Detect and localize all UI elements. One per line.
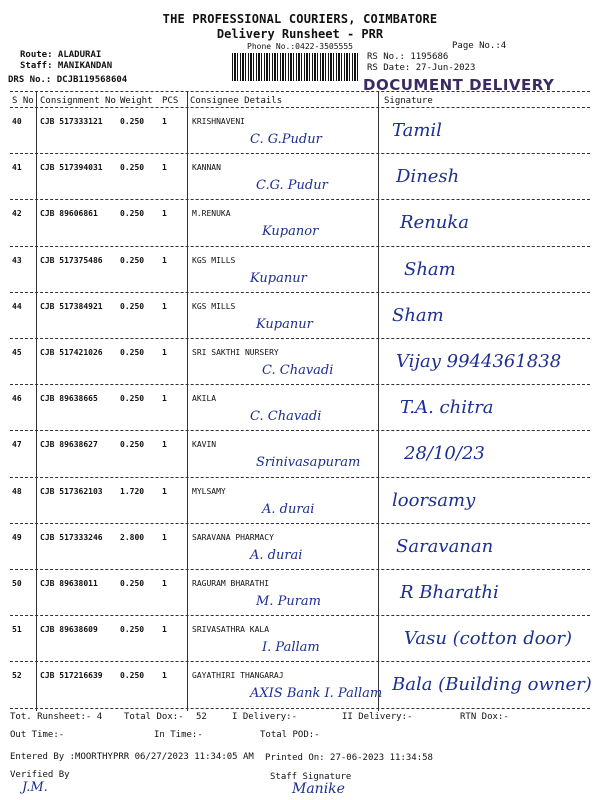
row-signature: Saravanan bbox=[396, 535, 494, 557]
row-pcs: 1 bbox=[162, 209, 167, 219]
row-consignee-name: MYLSAMY bbox=[192, 486, 226, 496]
row-weight: 0.250 bbox=[120, 117, 145, 126]
row-receiver-location: Kupanur bbox=[250, 270, 307, 286]
row-receiver-location: C. Chavadi bbox=[250, 409, 322, 425]
row-divider bbox=[10, 430, 590, 431]
col-pcs: PCS bbox=[162, 96, 179, 106]
printed-on: Printed On: 27-06-2023 11:34:58 bbox=[265, 753, 433, 763]
row-consignment-no: CJB 89638011 bbox=[40, 579, 98, 588]
row-divider bbox=[10, 661, 590, 662]
row-receiver-location: A. durai bbox=[262, 501, 315, 517]
row-receiver-location: Kupanor bbox=[262, 224, 319, 240]
row-receiver-location: Kupanur bbox=[256, 316, 313, 332]
ii-delivery: II Delivery:- bbox=[342, 712, 413, 722]
row-signature: 28/10/23 bbox=[404, 443, 485, 465]
staff-signature-label: Staff Signature bbox=[270, 772, 352, 782]
runsheet-subtitle: Delivery Runsheet - PRR bbox=[216, 27, 384, 41]
row-pcs: 1 bbox=[162, 579, 167, 588]
row-consignment-no: CJB 89638627 bbox=[40, 440, 98, 450]
row-consignment-no: CJB 517333121 bbox=[40, 117, 103, 126]
row-consignment-no: CJB 517394031 bbox=[40, 163, 103, 173]
row-divider bbox=[10, 477, 590, 478]
row-sno: 40 bbox=[12, 117, 22, 126]
row-receiver-location: I. Pallam bbox=[262, 640, 320, 656]
row-sno: 44 bbox=[12, 301, 22, 311]
staff-signature: Manike bbox=[292, 781, 345, 797]
row-consignee-name: KGS MILLS bbox=[192, 255, 236, 265]
row-weight: 0.250 bbox=[120, 209, 145, 219]
row-consignee-name: M.RENUKA bbox=[192, 209, 231, 219]
row-weight: 1.720 bbox=[120, 486, 145, 496]
row-consignment-no: CJB 517216639 bbox=[40, 671, 103, 681]
row-pcs: 1 bbox=[162, 301, 167, 311]
row-consignment-no: CJB 517375486 bbox=[40, 255, 103, 265]
row-consignee-name: KGS MILLS bbox=[192, 301, 236, 311]
row-consignment-no: CJB 517362103 bbox=[40, 486, 103, 496]
in-time: In Time:- bbox=[154, 730, 203, 740]
col-signature: Signature bbox=[384, 96, 433, 106]
total-dox-label: Total Dox:- bbox=[124, 712, 184, 722]
page-number: Page No.:4 bbox=[452, 41, 507, 51]
row-consignee-name: KANNAN bbox=[192, 163, 221, 173]
row-weight: 0.250 bbox=[120, 163, 145, 173]
row-pcs: 1 bbox=[162, 394, 167, 404]
staff-label: Staff: MANIKANDAN bbox=[20, 61, 113, 71]
row-weight: 0.250 bbox=[120, 671, 145, 681]
row-signature: R Bharathi bbox=[400, 582, 499, 603]
out-time: Out Time:- bbox=[10, 730, 65, 740]
row-consignee-name: SRIVASATHRA KALA bbox=[192, 625, 270, 635]
row-sno: 41 bbox=[12, 163, 22, 173]
row-weight: 0.250 bbox=[120, 301, 145, 311]
row-sno: 42 bbox=[12, 209, 22, 219]
row-consignment-no: CJB 517421026 bbox=[40, 348, 103, 357]
row-consignment-no: CJB 89606861 bbox=[40, 209, 98, 219]
row-sno: 47 bbox=[12, 440, 22, 450]
row-receiver-location: Srinivasapuram bbox=[256, 455, 361, 471]
row-signature: Vijay 9944361838 bbox=[396, 351, 562, 372]
row-weight: 0.250 bbox=[120, 625, 145, 635]
verified-signature: J.M. bbox=[22, 780, 48, 795]
row-divider bbox=[10, 384, 590, 385]
row-weight: 0.250 bbox=[120, 394, 145, 404]
row-receiver-location: M. Puram bbox=[256, 594, 321, 609]
row-consignee-name: RAGURAM BHARATHI bbox=[192, 579, 270, 588]
row-sno: 46 bbox=[12, 394, 22, 404]
col-weight: Weight bbox=[120, 96, 153, 106]
row-pcs: 1 bbox=[162, 163, 167, 173]
row-consignment-no: CJB 89638665 bbox=[40, 394, 98, 404]
row-divider bbox=[10, 199, 590, 200]
row-consignment-no: CJB 517333246 bbox=[40, 532, 103, 542]
row-pcs: 1 bbox=[162, 348, 167, 357]
barcode bbox=[232, 53, 360, 81]
rtn-dox: RTN Dox:- bbox=[460, 712, 509, 722]
row-divider bbox=[10, 523, 590, 524]
row-divider bbox=[10, 569, 590, 570]
company-title: THE PROFESSIONAL COURIERS, COIMBATORE bbox=[162, 12, 438, 26]
row-receiver-location: C.G. Pudur bbox=[256, 178, 328, 194]
row-signature: Dinesh bbox=[396, 166, 460, 188]
row-divider bbox=[10, 292, 590, 293]
rs-date: RS Date: 27-Jun-2023 bbox=[367, 63, 476, 73]
row-receiver-location: C. G.Pudur bbox=[250, 132, 322, 147]
row-pcs: 1 bbox=[162, 255, 167, 265]
row-receiver-location: C. Chavadi bbox=[262, 363, 334, 378]
row-signature: loorsamy bbox=[392, 489, 476, 511]
row-signature: Bala (Building owner) bbox=[392, 674, 592, 696]
row-consignment-no: CJB 89638609 bbox=[40, 625, 98, 635]
row-signature: T.A. chitra bbox=[400, 397, 494, 419]
row-weight: 0.250 bbox=[120, 440, 145, 450]
row-pcs: 1 bbox=[162, 532, 167, 542]
row-consignee-name: KRISHNAVENI bbox=[192, 117, 245, 126]
col-consignee: Consignee Details bbox=[190, 96, 283, 106]
route-label: Route: ALADURAI bbox=[20, 50, 102, 60]
row-consignee-name: GAYATHIRI THANGARAJ bbox=[192, 671, 284, 681]
row-pcs: 1 bbox=[162, 625, 167, 635]
row-signature: Sham bbox=[392, 304, 444, 326]
row-consignee-name: SARAVANA PHARMACY bbox=[192, 532, 274, 542]
row-consignee-name: KAVIN bbox=[192, 440, 217, 450]
row-consignment-no: CJB 517384921 bbox=[40, 301, 103, 311]
verified-by: Verified By bbox=[10, 770, 70, 780]
col-sno: S No bbox=[12, 96, 34, 106]
row-signature: Sham bbox=[404, 258, 456, 280]
row-signature: Tamil bbox=[392, 120, 442, 141]
row-pcs: 1 bbox=[162, 486, 167, 496]
row-sno: 45 bbox=[12, 348, 22, 357]
row-divider bbox=[10, 615, 590, 616]
row-consignee-name: SRI SAKTHI NURSERY bbox=[192, 348, 279, 357]
row-signature: Renuka bbox=[400, 212, 470, 234]
row-sno: 50 bbox=[12, 579, 22, 588]
row-sno: 43 bbox=[12, 255, 22, 265]
rs-number: RS No.: 1195686 bbox=[367, 52, 449, 62]
row-signature: Vasu (cotton door) bbox=[404, 628, 573, 650]
row-weight: 0.250 bbox=[120, 579, 145, 588]
row-divider bbox=[10, 153, 590, 154]
row-pcs: 1 bbox=[162, 440, 167, 450]
row-divider bbox=[10, 246, 590, 247]
total-pod: Total POD:- bbox=[260, 730, 320, 740]
col-consignment: Consignment No bbox=[40, 96, 116, 106]
row-sno: 51 bbox=[12, 625, 22, 635]
row-sno: 52 bbox=[12, 671, 22, 681]
row-receiver-location: A. durai bbox=[250, 547, 303, 563]
row-consignee-name: AKILA bbox=[192, 394, 217, 404]
phone-number: Phone No.:0422-3505555 bbox=[247, 42, 353, 51]
row-divider bbox=[10, 338, 590, 339]
row-sno: 49 bbox=[12, 532, 22, 542]
row-weight: 0.250 bbox=[120, 348, 145, 357]
total-dox-value: 52 bbox=[196, 712, 207, 722]
row-weight: 0.250 bbox=[120, 255, 145, 265]
drs-number: DRS No.: DCJB119568604 bbox=[8, 75, 128, 85]
row-weight: 2.800 bbox=[120, 532, 145, 542]
i-delivery: I Delivery:- bbox=[232, 712, 298, 722]
entered-by: Entered By :MOORTHYPRR 06/27/2023 11:34:05 AM bbox=[10, 752, 254, 762]
row-pcs: 1 bbox=[162, 117, 167, 126]
document-delivery-stamp: DOCUMENT DELIVERY bbox=[363, 76, 555, 94]
tot-runsheet: Tot. Runsheet:- 4 bbox=[10, 712, 103, 722]
row-pcs: 1 bbox=[162, 671, 167, 681]
row-sno: 48 bbox=[12, 486, 22, 496]
row-receiver-location: AXIS Bank I. Pallam bbox=[250, 686, 383, 702]
